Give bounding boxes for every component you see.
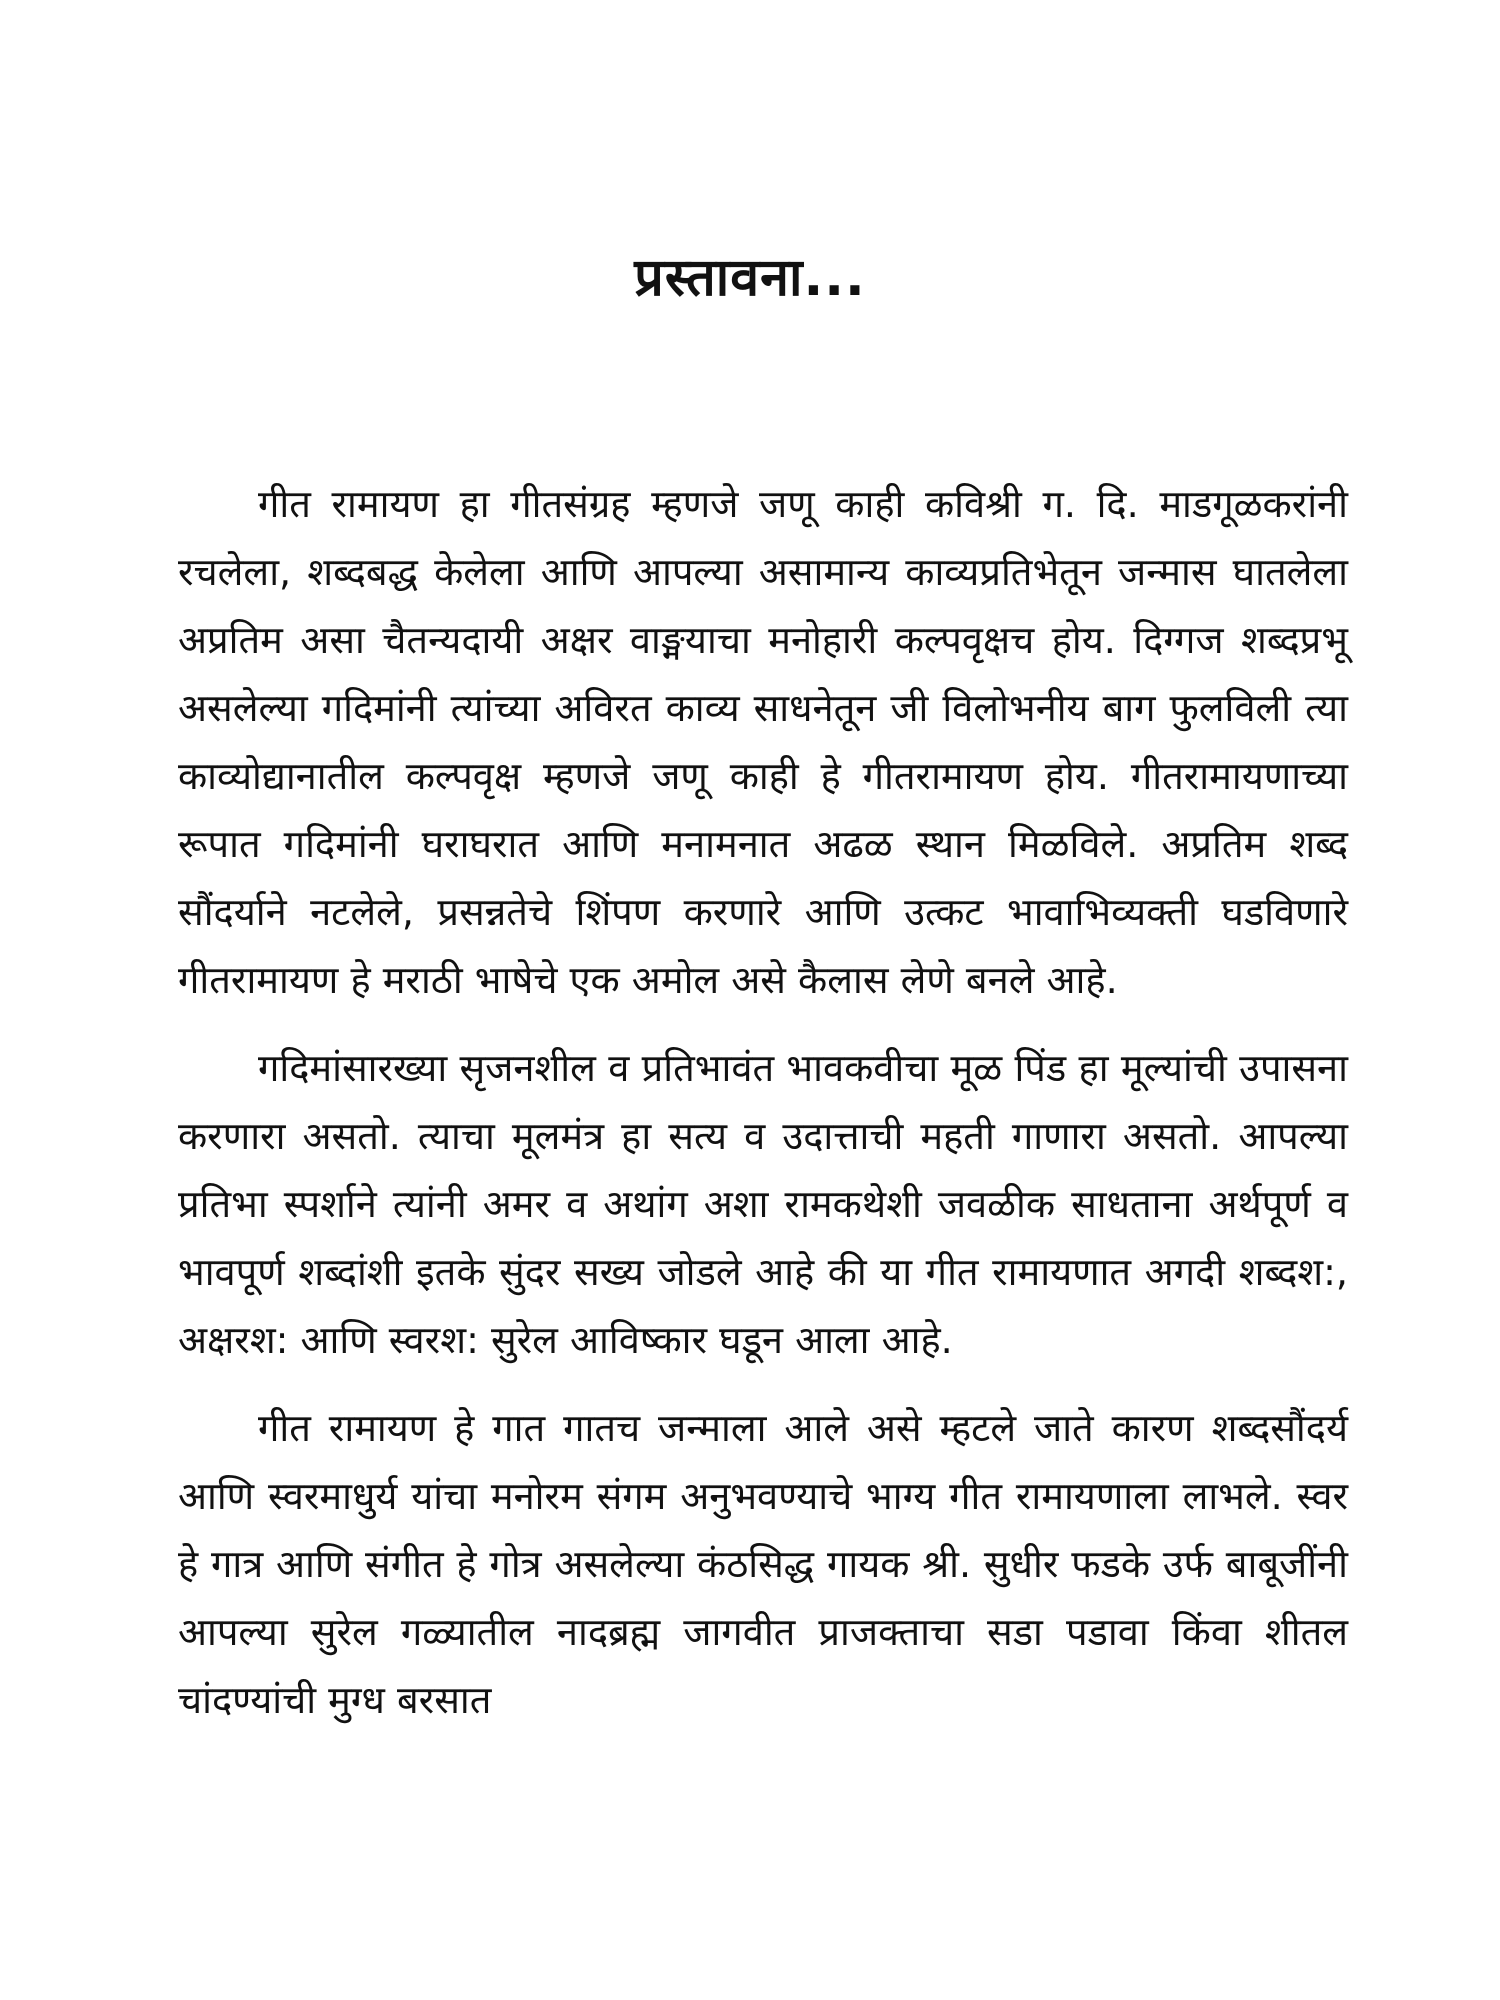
paragraph: गदिमांसारख्या सृजनशील व प्रतिभावंत भावकवीचा मूळ पिंड हा मूल्यांची उपासना करणारा असतो. त्याचा मूलमंत्र हा सत्य व उदात्ताची महती गाणारा असतो. आपल्या प्रतिभा स्पर्शाने त्यांनी अमर व अथांग अशा रामकथेशी जवळीक साधताना अर्थपूर्ण व भावपूर्ण शब्दांशी इतके सुंदर सख्य जोडले आहे की या गीत रामायणात अगदी शब्दश:, अक्षरश: आणि स्वरश: सुरेल आविष्कार घडून आला आहे. [178,1046,1348,1362]
body-text [178,470,1348,1754]
paragraph: गीत रामायण हे गात गातच जन्माला आले असे म्हटले जाते कारण शब्दसौंदर्य आणि स्वरमाधुर्य यांचा मनोरम संगम अनुभवण्याचे भाग्य गीत रामायणाला लाभले. स्वर हे गात्र आणि संगीत हे गोत्र असलेल्या कंठसिद्ध गायक श्री. सुधीर फडके उर्फ बाबूजींनी आपल्या सुरेल गळ्यातील नादब्रह्म जागवीत प्राजक्ताचा सडा पडावा किंवा शीतल चांदण्यांची मुग्ध बरसात [178,1406,1348,1722]
paragraph: गीत रामायण हा गीतसंग्रह म्हणजे जणू काही कविश्री ग. दि. माडगूळकरांनी रचलेला, शब्दबद्ध केलेला आणि आपल्या असामान्य काव्यप्रतिभेतून जन्मास घातलेला अप्रतिम असा चैतन्यदायी अक्षर वाङ्मयाचा मनोहारी कल्पवृक्षच होय. दिग्गज शब्दप्रभू असलेल्या गदिमांनी त्यांच्या अविरत काव्य साधनेतून जी विलोभनीय बाग फुलविली त्या काव्योद्यानातील कल्पवृक्ष म्हणजे जणू काही हे गीतरामायण होय. गीतरामायणाच्या रूपात गदिमांनी घराघरात आणि मनामनात अढळ स्थान मिळविले. अप्रतिम शब्द सौंदर्याने नटलेले, प्रसन्नतेचे शिंपण करणारे आणि उत्कट भावाभिव्यक्ती घडविणारे गीतरामायण हे मराठी भाषेचे एक अमोल असे कैलास लेणे बनले आहे. [178,482,1348,1002]
page-title: प्रस्तावना... [634,248,866,308]
